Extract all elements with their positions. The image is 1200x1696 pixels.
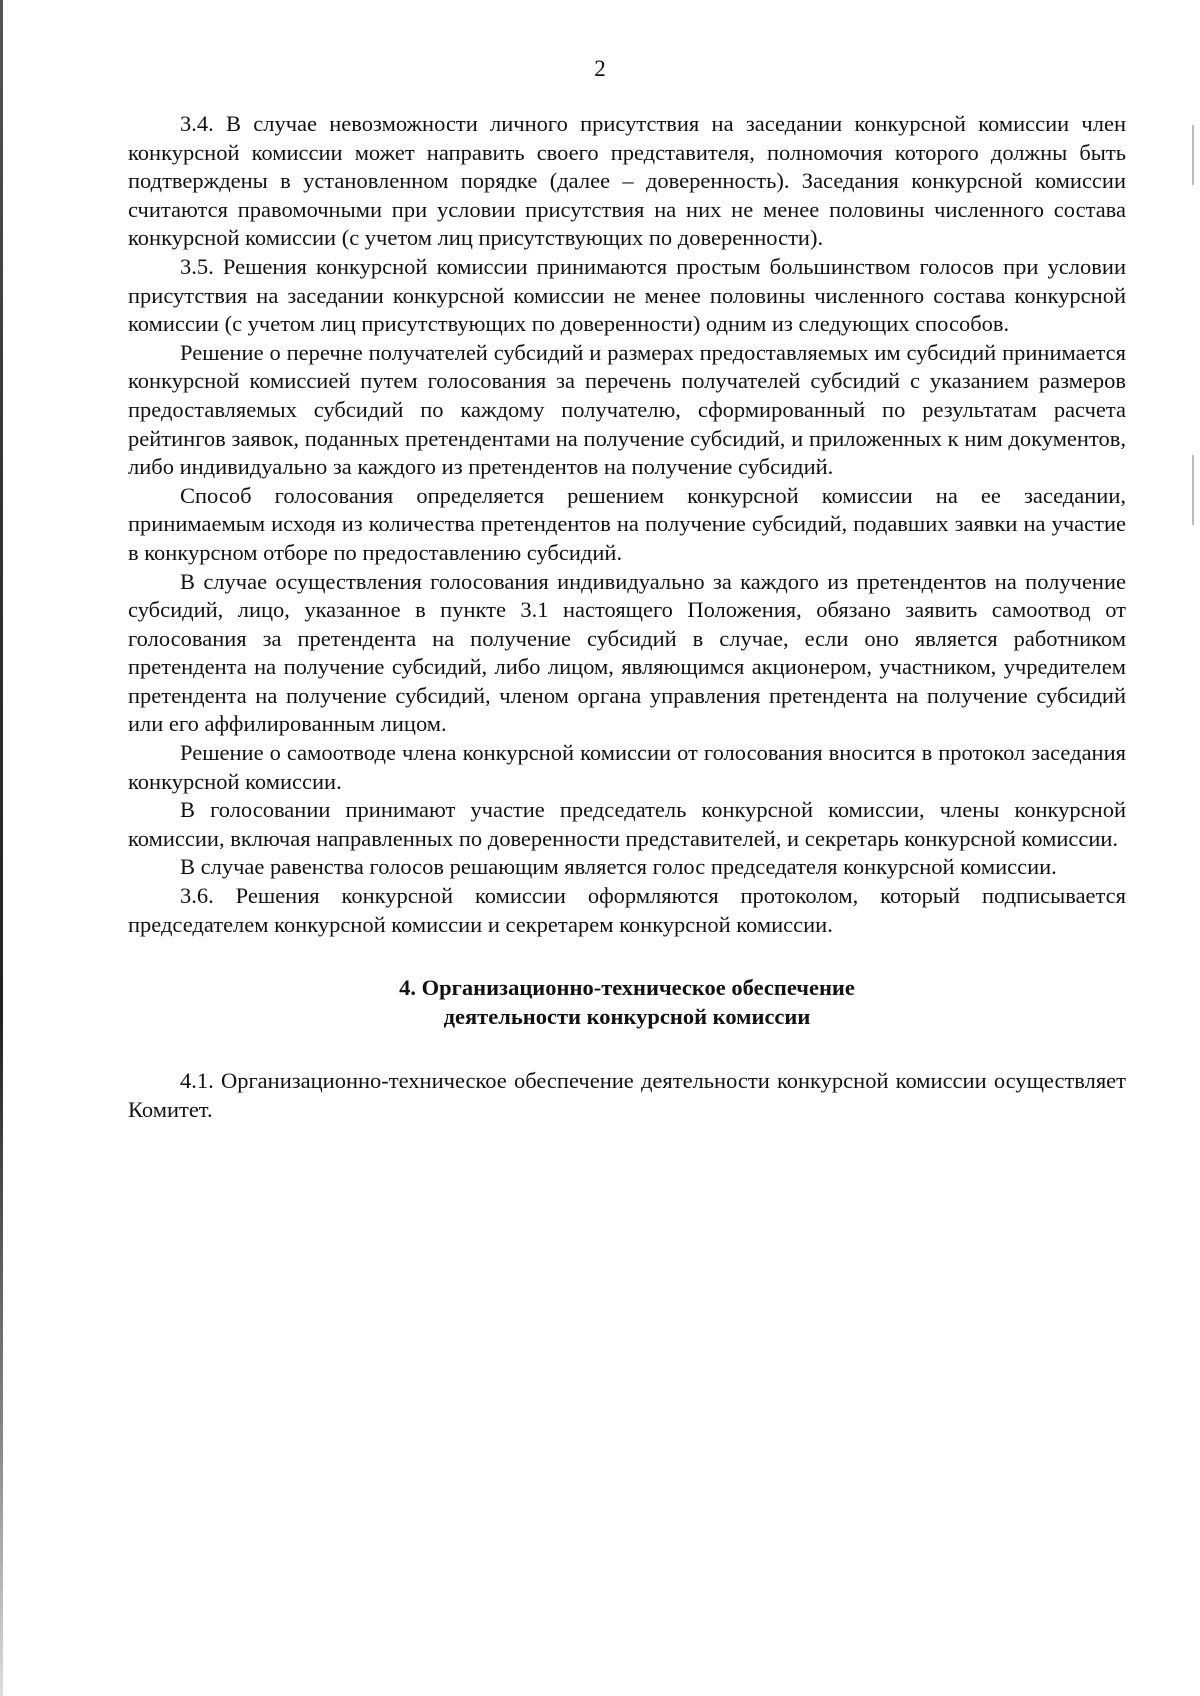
paragraph-tie-vote: В случае равенства голосов решающим является голос председателя конкурсной комиссии. <box>180 854 1057 880</box>
document-body <box>128 110 1126 1124</box>
scan-right-mark <box>1192 455 1194 525</box>
page-number: 2 <box>594 56 606 81</box>
scan-left-edge <box>0 0 3 1696</box>
paragraph-voting-participants: В голосовании принимают участие председатель конкурсной комиссии, члены конкурсной комиссии, включая направленных по доверенности представителей, и секретарь конкурсной комиссии. <box>128 797 1126 851</box>
section-heading-line2: деятельности конкурсной комиссии <box>443 1004 811 1030</box>
paragraph-recusal-protocol: Решение о самоотводе члена конкурсной комиссии от голосования вносится в протокол заседания конкурсной комиссии. <box>128 740 1126 794</box>
section-heading-line1: 4. Организационно-техническое обеспечение <box>399 975 855 1001</box>
paragraph-3-5: 3.5. Решения конкурсной комиссии принимаются простым большинством голосов при условии присутствия на заседании конкурсной комиссии не менее половины численного состава конкурсной комиссии (с учетом лиц присутствующих по доверенности) одним из следующих способов. <box>128 253 1126 337</box>
paragraph-decision-list: Решение о перечне получателей субсидий и размерах предоставляемых им субсидий принимается конкурсной комиссией путем голосования за перечень получателей субсидий с указанием размеров предоставляемых субсидий по каждому получателю, сформированный по результатам расчета рейтингов заявок, поданных претендентами на получение субсидий, и приложенных к ним документов, либо индивидуально за каждого из претендентов на получение субсидий. <box>128 339 1126 480</box>
paragraph-3-4: 3.4. В случае невозможности личного присутствия на заседании конкурсной комиссии член конкурсной комиссии может направить своего представителя, полномочия которого должны быть подтверждены в установленном порядке (далее – доверенность). Заседания конкурсной комиссии считаются правомочными при условии присутствия на них не менее половины численного состава конкурсной комиссии (с учетом лиц присутствующих по доверенности). <box>128 111 1126 251</box>
scan-right-mark <box>1192 125 1194 185</box>
paragraph-voting-method: Способ голосования определяется решением конкурсной комиссии на ее заседании, принимаемым исходя из количества претендентов на получение субсидий, подавших заявки на участие в конкурсном отборе по предоставлению субсидий. <box>128 482 1126 565</box>
paragraph-recusal-condition: В случае осуществления голосования индивидуально за каждого из претендентов на получение субсидий, лицо, указанное в пункте 3.1 настоящего Положения, обязано заявить самоотвод от голосования за претендента на получение субсидий в случае, если оно является работником претендента на получение субсидий, либо лицом, являющимся акционером, участником, учредителем претендента на получение субсидий, членом органа управления претендента на получение субсидий или его аффилированным лицом. <box>128 568 1126 737</box>
paragraph-4-1: 4.1. Организационно-техническое обеспечение деятельности конкурсной комиссии осуществляет Комитет. <box>128 1068 1126 1122</box>
section-heading <box>128 973 1126 1031</box>
paragraph-3-6: 3.6. Решения конкурсной комиссии оформляются протоколом, который подписывается председателем конкурсной комиссии и секретарем конкурсной комиссии. <box>128 883 1126 937</box>
